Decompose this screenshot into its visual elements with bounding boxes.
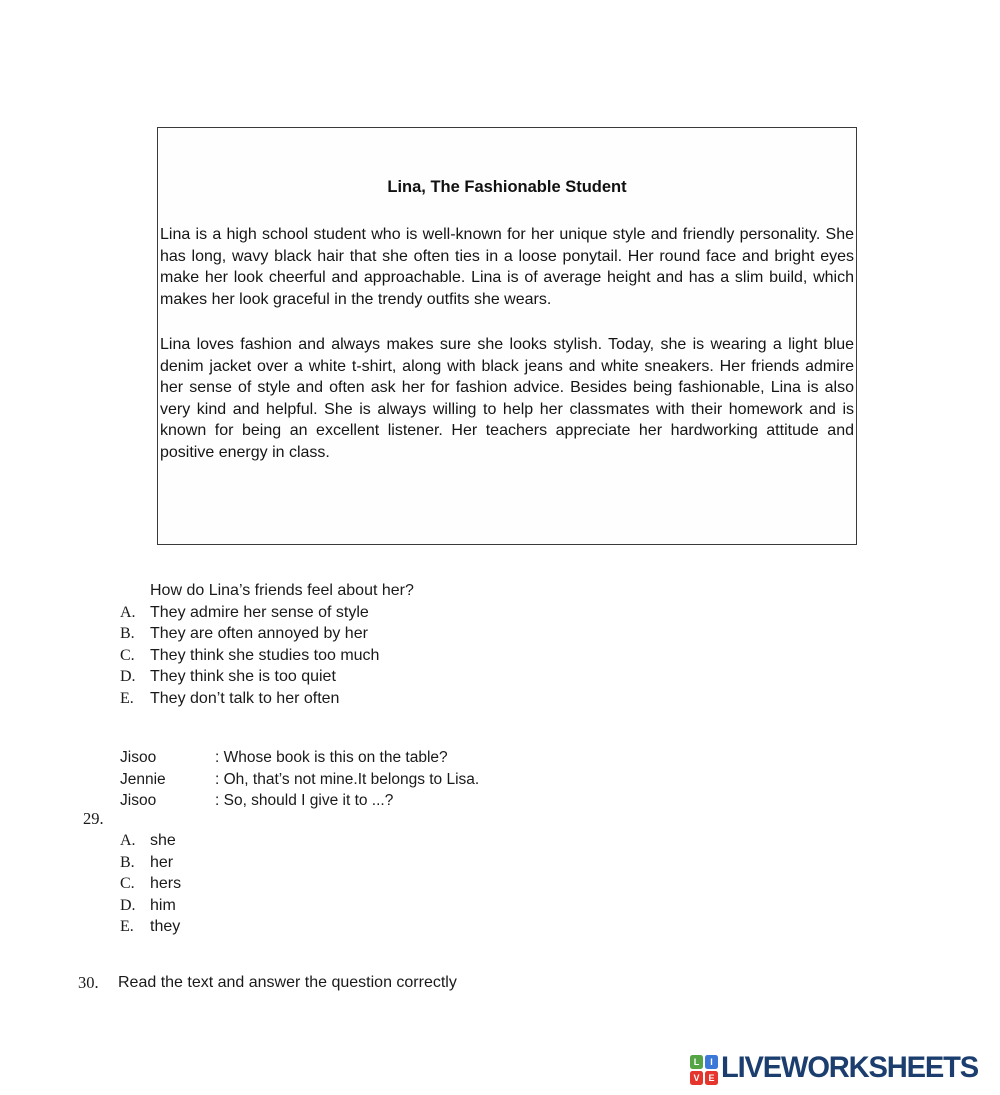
question-28-option-e[interactable] (0, 688, 1000, 710)
option-text: They admire her sense of style (150, 603, 369, 621)
question-30-number: 30. (78, 973, 99, 992)
reading-passage-box (157, 127, 857, 545)
option-letter: E. (120, 689, 134, 707)
option-letter: D. (120, 668, 136, 685)
dialogue-text: : Whose book is this on the table? (215, 749, 448, 766)
option-text: They think she is too quiet (150, 668, 336, 685)
question-28-option-b[interactable] (0, 623, 1000, 645)
question-28-option-a[interactable] (0, 602, 1000, 624)
option-letter: A. (120, 832, 136, 849)
passage-paragraph-1: Lina is a high school student who is well-known for her unique style and friendly personality. She has long, wavy black hair that she often ties in a loose ponytail. Her round face and bright eyes make her look cheerful and approachable. Lina is of average height and has a slim build, which makes her look graceful in the trendy outfits she wears. (160, 226, 854, 308)
dialogue-speaker: Jisoo (120, 792, 157, 809)
question-28-text: How do Lina’s friends feel about her? (150, 582, 414, 599)
option-text: They think she studies too much (150, 646, 380, 664)
liveworksheets-logo[interactable] (690, 1051, 986, 1085)
dialogue-text: : Oh, that’s not mine.It belongs to Lisa. (215, 770, 480, 788)
option-text: they (150, 918, 181, 935)
option-text: her (150, 853, 174, 871)
question-29-number: 29. (83, 809, 104, 828)
question-29-option-d[interactable] (0, 895, 1000, 917)
question-29-options (0, 830, 1000, 938)
dialogue-text: : So, should I give it to ...? (215, 792, 394, 809)
option-text: hers (150, 875, 182, 892)
dialogue-line (120, 747, 479, 769)
question-30-block (78, 972, 457, 994)
question-30-text: Read the text and answer the question correctly (118, 974, 457, 991)
dialogue-speaker: Jennie (120, 770, 166, 788)
option-text: him (150, 896, 176, 914)
question-29-option-b[interactable] (0, 852, 1000, 874)
question-29-option-c[interactable] (0, 873, 1000, 895)
dialogue-line (120, 769, 479, 791)
dialogue-line (120, 790, 479, 812)
option-text: They are often annoyed by her (150, 625, 368, 642)
option-letter: A. (120, 603, 136, 621)
logo-tile-i: I (705, 1055, 718, 1069)
option-letter: B. (120, 625, 135, 642)
option-text: They don’t talk to her often (150, 689, 340, 707)
option-letter: B. (120, 853, 135, 871)
dialogue-block (120, 747, 479, 812)
passage-title: Lina, The Fashionable Student (387, 178, 627, 196)
question-29-option-e[interactable] (0, 916, 1000, 938)
question-29-option-a[interactable] (0, 830, 1000, 852)
dialogue-speaker: Jisoo (120, 749, 157, 766)
passage-paragraph-2: Lina loves fashion and always makes sure she looks stylish. Today, she is wearing a light blue denim jacket over a white t-shirt, along with black jeans and white sneakers. Her friends admire her sense of style and often ask her for fashion advice. Besides being fashionable, Lina is also very kind and helpful. She is always willing to help her classmates with their homework and is known for being an excellent listener. Her teachers appreciate her hardworking attitude and positive energy in class. (160, 336, 854, 461)
liveworksheets-wordmark: LIVEWORKSHEETS (721, 1051, 978, 1084)
option-text: she (150, 832, 176, 849)
question-28-option-d[interactable] (0, 666, 1000, 688)
question-28-block (0, 580, 1000, 709)
logo-tile-v: V (690, 1071, 703, 1085)
liveworksheets-icon (690, 1055, 718, 1085)
option-letter: C. (120, 646, 135, 664)
question-28-option-c[interactable] (0, 645, 1000, 667)
logo-tile-l: L (690, 1055, 703, 1069)
option-letter: C. (120, 875, 135, 892)
logo-tile-e: E (705, 1071, 718, 1085)
option-letter: E. (120, 918, 134, 935)
option-letter: D. (120, 896, 136, 914)
